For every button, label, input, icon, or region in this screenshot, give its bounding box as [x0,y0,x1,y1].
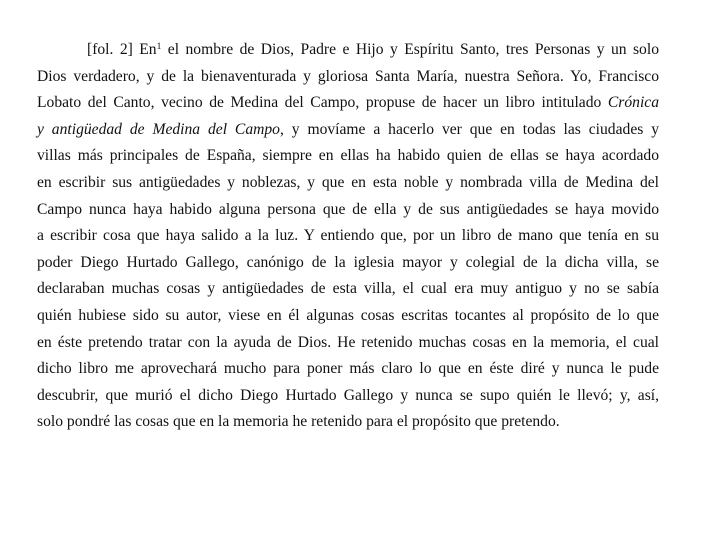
text-segment: [fol. 2] En [87,41,157,58]
text-line [37,197,659,224]
text-segment: en escribir sus antigüedades y noblezas, y que en esta noble y nombrada villa de Medina del [37,173,659,191]
text-line [37,170,659,197]
book-title: Crónica [607,94,659,112]
text-segment: , y movíame a hacerlo ver que en todas las ciudades y [279,120,659,138]
text-line [37,383,659,410]
text-line [37,64,659,91]
text-segment: dicho libro me aprovechará mucho para poner más claro lo que en éste diré y nunca le pude [37,360,659,378]
book-title: y antigüedad de Medina del Campo [37,120,280,138]
text-segment: declaraban muchas cosas y antigüedades de esta villa, el cual era muy antiguo y no se sabía [37,280,659,298]
text-segment: Lobato del Canto, vecino de Medina del Campo, propuse de hacer un libro intitulado [37,94,608,112]
text-segment: Campo nunca haya habido alguna persona que de ella y de sus antigüedades se haya movido [37,200,659,218]
text-line [37,409,659,436]
text-segment: en éste pretendo tratar con la ayuda de Dios. He retenido muchas cosas en la memoria, el cual [37,333,659,351]
text-line [37,37,659,64]
text-segment: a escribir cosa que haya salido a la luz. Y entiendo que, por un libro de mano que tenía en su [37,227,659,245]
footnote-marker: 1 [156,41,162,52]
text-segment: descubrir, que murió el dicho Diego Hurtado Gallego y nunca se supo quién le llevó; y, así, [37,386,659,404]
text-line [37,223,659,250]
text-segment: poder Diego Hurtado Gallego, canónigo de la iglesia mayor y colegial de la dicha villa, se [37,253,659,271]
text-segment: Dios verdadero, y de la bienaventurada y gloriosa Santa María, nuestra Señora. Yo, Francisco [37,67,659,85]
paragraph-text [37,37,659,436]
text-line [37,143,659,170]
text-line [37,303,659,330]
text-line [37,90,659,117]
text-line [37,356,659,383]
text-segment: villas más principales de España, siempre en ellas ha habido quien de ellas se haya acordado [37,147,659,165]
text-line [37,330,659,357]
text-segment: quién hubiese sido su autor, viese en él algunas cosas escritas tocantes al propósito de lo que [37,306,659,324]
text-line [37,250,659,277]
text-line [37,117,659,144]
text-segment: solo pondré las cosas que en la memoria he retenido para el propósito que pretendo. [37,413,560,431]
text-segment: el nombre de Dios, Padre e Hijo y Espíritu Santo, tres Personas y un solo [161,41,659,58]
text-line [37,276,659,303]
